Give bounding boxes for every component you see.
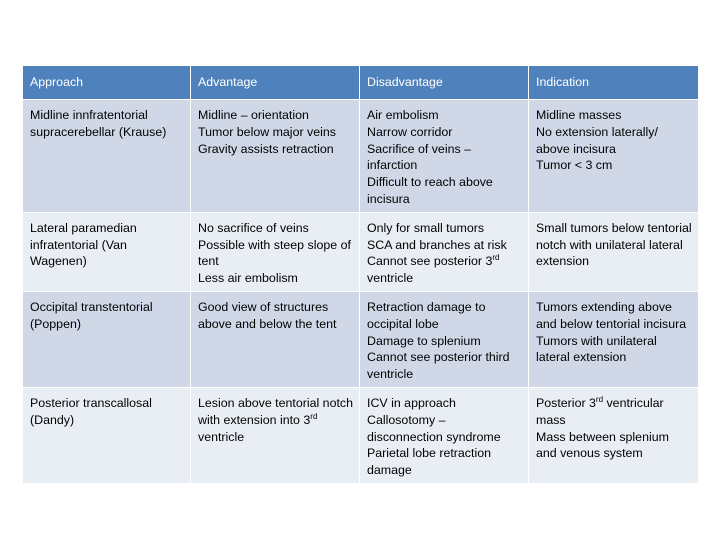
cell-text: ventricle — [367, 254, 503, 286]
cell-advantage — [191, 212, 360, 291]
cell-text: Difficult to reach above incisura — [367, 175, 497, 206]
cell-line — [367, 220, 522, 237]
cell-text: No extension laterally/ above incisura — [536, 124, 662, 156]
cell-approach — [23, 212, 191, 291]
cell-indication — [529, 100, 699, 213]
cell-line — [536, 333, 692, 367]
cell-line — [536, 124, 692, 158]
cell-text: Tumor below major veins — [198, 124, 336, 139]
cell-line — [30, 299, 184, 333]
cell-line — [198, 270, 353, 287]
cell-text: Tumors extending above and below tentorial incisura — [536, 299, 687, 331]
table-row — [23, 387, 699, 483]
cell-text: Tumor < 3 cm — [536, 158, 613, 173]
cell-line — [198, 395, 357, 445]
cell-text: Damage to splenium — [367, 333, 481, 348]
table-row — [23, 100, 699, 213]
cell-line — [30, 220, 184, 270]
cell-text: ventricular mass — [536, 395, 668, 427]
cell-line — [367, 237, 522, 254]
cell-line — [367, 412, 522, 446]
cell-line — [536, 157, 692, 174]
cell-text: Air embolism — [367, 108, 439, 122]
cell-text: Good view of structures above and below the tent — [198, 299, 337, 331]
cell-disadvantage — [360, 291, 529, 387]
cell-line — [198, 220, 353, 237]
cell-text: Posterior transcallosal (Dandy) — [30, 395, 156, 427]
cell-text: Occipital transtentorial (Poppen) — [30, 299, 157, 331]
cell-advantage — [191, 291, 360, 387]
table-row — [23, 212, 699, 291]
table-row — [23, 291, 699, 387]
cell-disadvantage — [360, 387, 529, 483]
cell-line — [367, 349, 522, 383]
cell-line — [367, 124, 522, 141]
cell-text: Less air embolism — [198, 271, 298, 286]
superscript-text: rd — [595, 394, 604, 404]
cell-text: ventricle — [198, 412, 321, 444]
cell-text: Small tumors below tentorial notch with unilateral lateral extension — [536, 220, 696, 269]
approach-comparison-table — [22, 65, 699, 484]
cell-line — [198, 107, 353, 124]
cell-text: Lateral paramedian infratentorial (Van Wagenen) — [30, 220, 141, 269]
cell-line — [367, 107, 522, 124]
cell-line — [367, 174, 522, 208]
cell-line — [198, 237, 353, 271]
cell-line — [367, 299, 522, 333]
cell-text: ICV in approach — [367, 395, 456, 410]
cell-text: Cannot see posterior third ventricle — [367, 350, 514, 382]
superscript-text: rd — [492, 253, 500, 263]
cell-line — [367, 141, 522, 175]
superscript-text: rd — [310, 411, 318, 421]
cell-line — [198, 299, 353, 333]
cell-line — [536, 429, 692, 463]
cell-text: Posterior 3 — [536, 395, 596, 410]
cell-line — [367, 333, 522, 350]
table-header-row — [23, 66, 699, 100]
cell-line — [30, 395, 184, 429]
cell-text: Gravity assists retraction — [198, 141, 334, 156]
cell-line — [536, 395, 692, 429]
cell-text: SCA and branches at risk — [367, 237, 507, 252]
cell-text: Retraction damage to occipital lobe — [367, 299, 489, 331]
cell-line — [536, 107, 692, 124]
cell-text: Midline innfratentorial supracerebellar (Krause) — [30, 108, 167, 139]
cell-indication — [529, 291, 699, 387]
table-body — [23, 100, 699, 484]
cell-text: Cannot see posterior 3 — [367, 254, 493, 269]
cell-text: Sacrifice of veins – infarction — [367, 141, 475, 173]
cell-line — [198, 124, 353, 141]
cell-disadvantage — [360, 100, 529, 213]
header-advantage: Advantage — [191, 66, 360, 100]
header-indication: Indication — [529, 66, 699, 100]
cell-text: 3 — [303, 412, 311, 427]
cell-text: Possible with steep slope of tent — [198, 237, 355, 269]
cell-indication — [529, 212, 699, 291]
cell-disadvantage — [360, 212, 529, 291]
cell-text: Narrow corridor — [367, 124, 453, 139]
cell-line — [536, 299, 692, 333]
cell-text: Midline – orientation — [198, 108, 309, 122]
cell-text: Parietal lobe retraction damage — [367, 446, 495, 478]
cell-approach — [23, 291, 191, 387]
cell-advantage — [191, 387, 360, 483]
header-disadvantage: Disadvantage — [360, 66, 529, 100]
cell-text: Lesion above tentorial notch with extension into — [198, 395, 357, 427]
cell-line — [536, 220, 696, 270]
cell-advantage — [191, 100, 360, 213]
cell-text: Tumors with unilateral lateral extension — [536, 333, 661, 365]
cell-line — [367, 253, 522, 287]
cell-indication — [529, 387, 699, 483]
cell-line — [367, 445, 522, 479]
cell-text: Mass between splenium and venous system — [536, 429, 673, 461]
cell-approach — [23, 100, 191, 213]
cell-approach — [23, 387, 191, 483]
cell-text: Midline masses — [536, 108, 622, 122]
cell-line — [30, 107, 184, 141]
cell-text: Only for small tumors — [367, 220, 485, 235]
cell-line — [198, 141, 353, 158]
header-approach: Approach — [23, 66, 191, 100]
cell-text: Callosotomy – disconnection syndrome — [367, 412, 501, 444]
cell-line — [367, 395, 522, 412]
cell-text: No sacrifice of veins — [198, 220, 309, 235]
